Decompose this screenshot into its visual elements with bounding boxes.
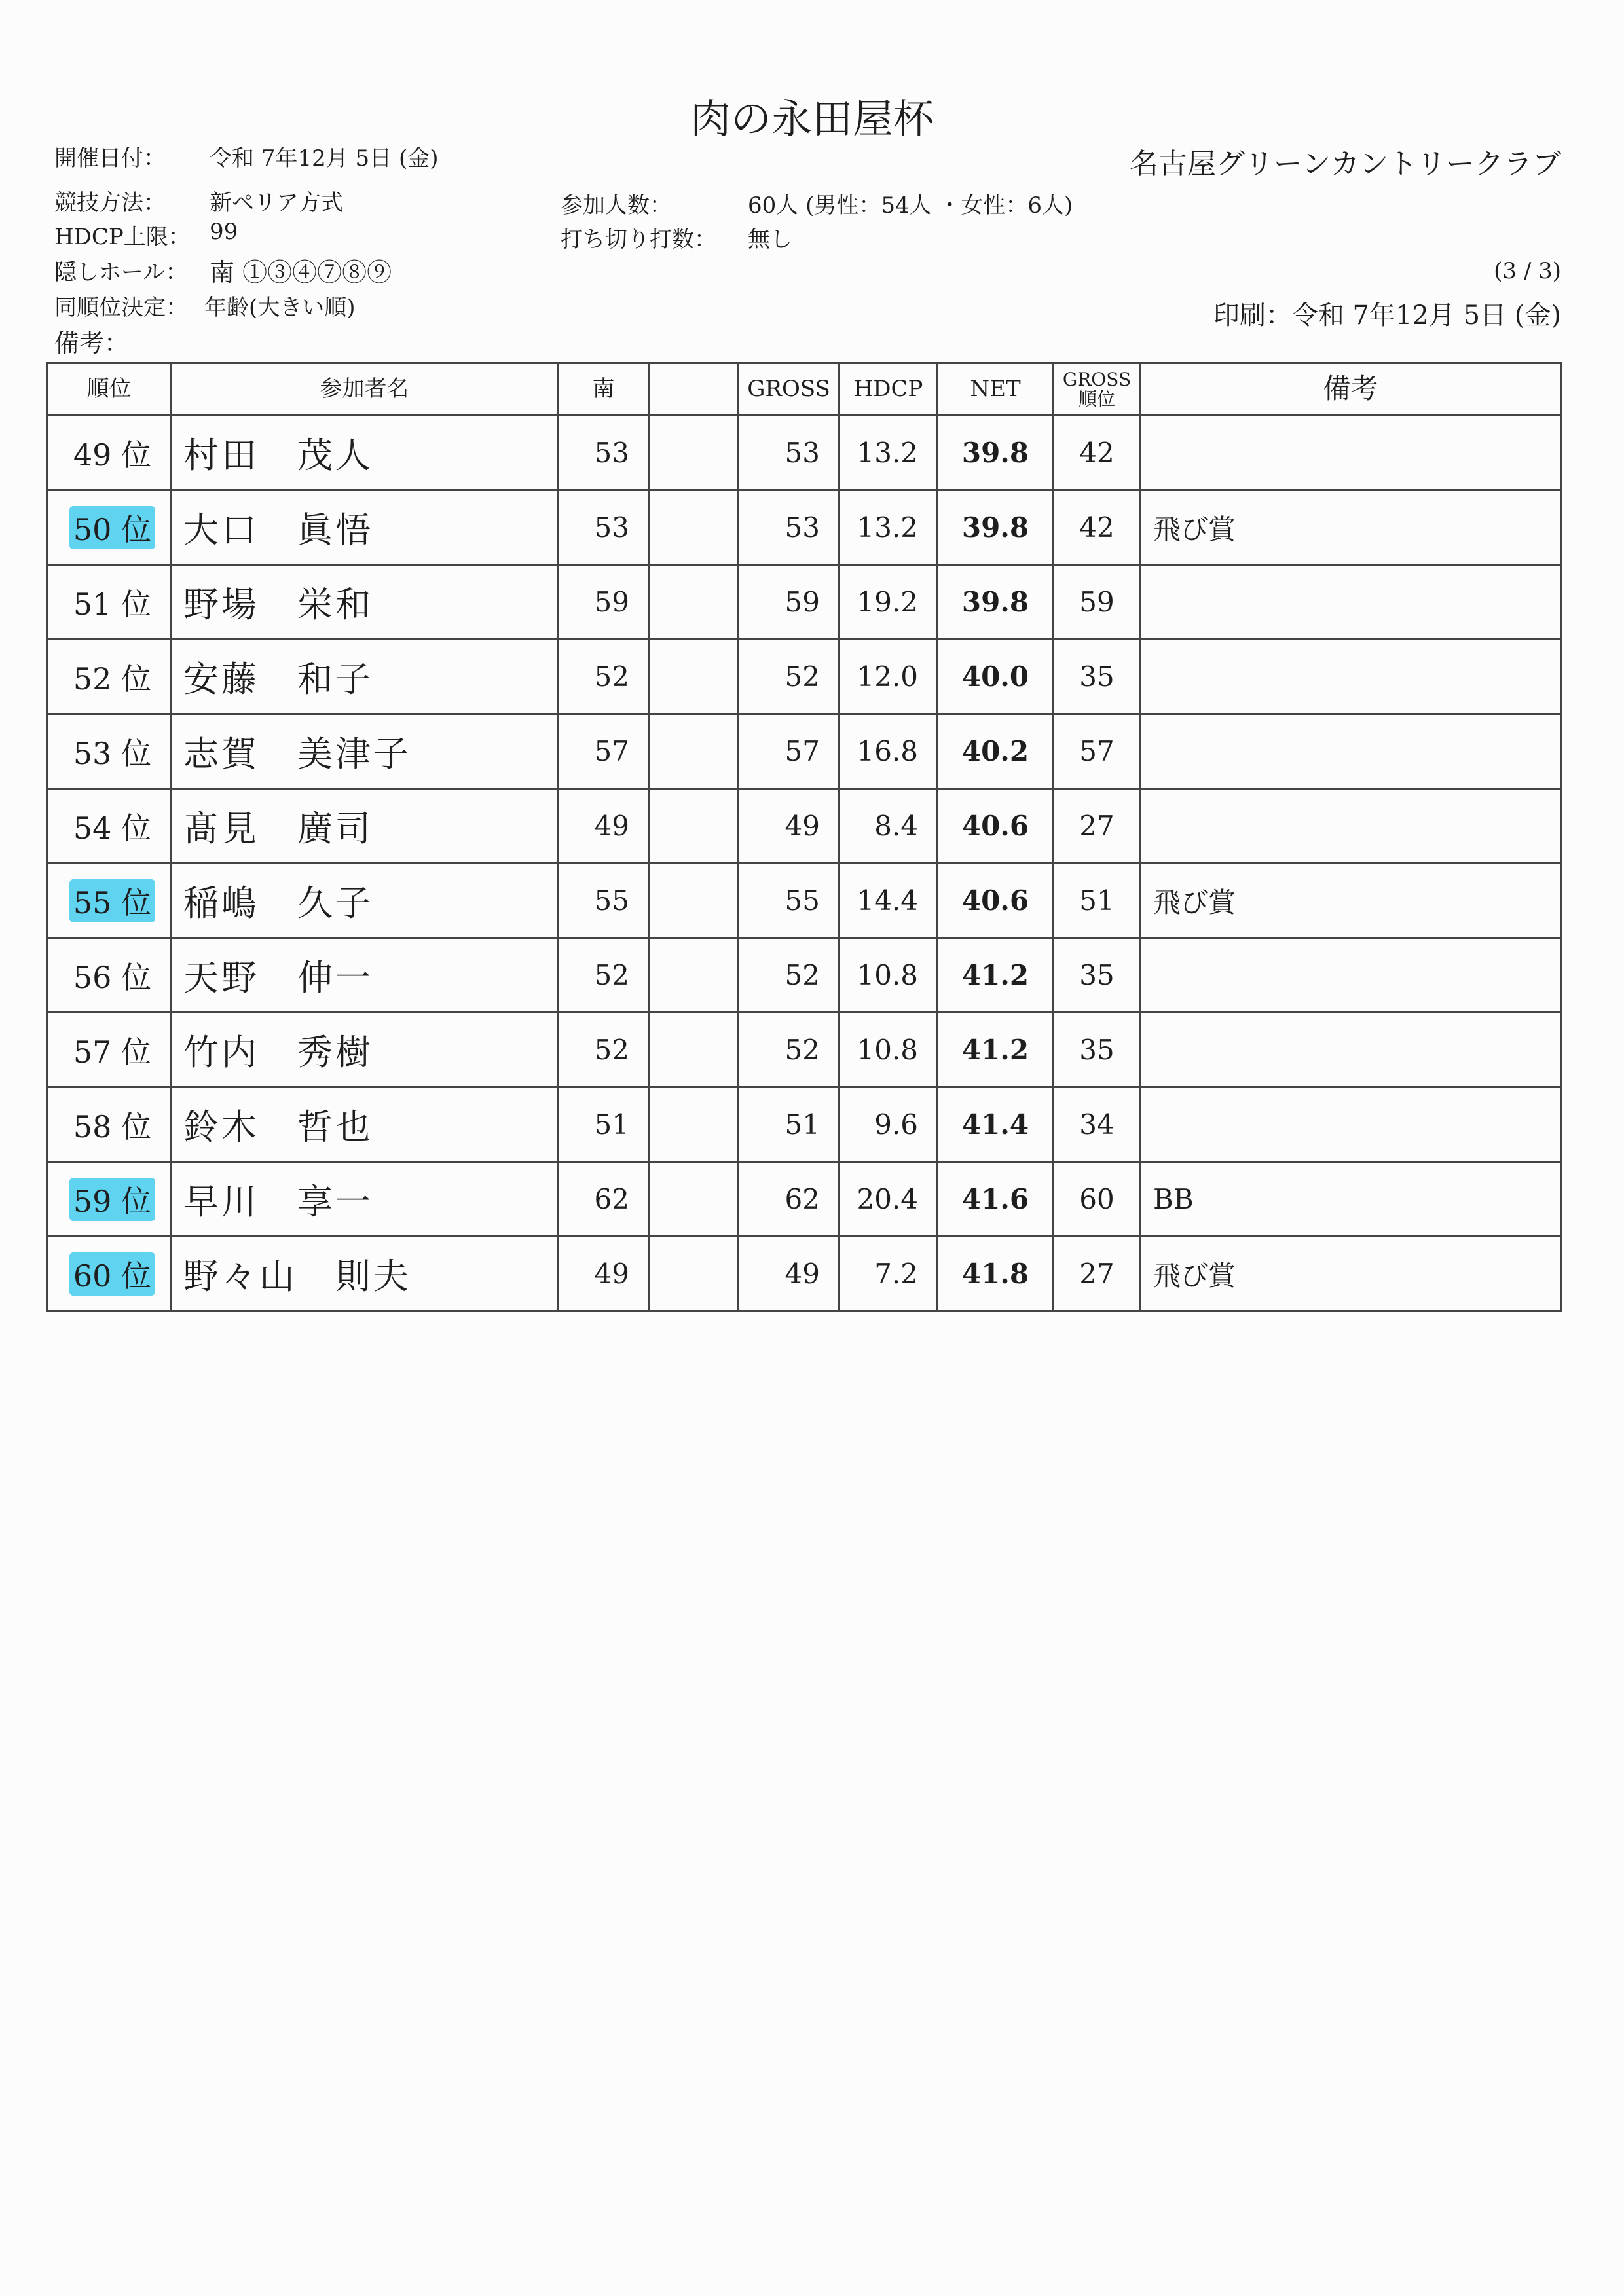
gross-rank: 35 — [1054, 640, 1141, 714]
gross-rank: 27 — [1054, 1237, 1141, 1311]
method-label: 競技方法： — [54, 190, 166, 216]
table-row — [48, 1162, 1561, 1237]
rank-text: 58 位 — [73, 1108, 151, 1144]
date-label: 開催日付： — [54, 145, 166, 172]
header-blank — [649, 363, 739, 416]
net-score: 39.8 — [938, 490, 1054, 565]
hdcp-value: 16.8 — [840, 714, 938, 789]
south-score: 53 — [559, 490, 649, 565]
gross-score: 62 — [739, 1162, 840, 1237]
hdcp-value: 12.0 — [840, 640, 938, 714]
gross-score: 52 — [739, 1013, 840, 1087]
rank-text: 51 位 — [73, 586, 151, 622]
participant-name: 村田 茂人 — [171, 416, 559, 490]
rank-cell — [48, 1237, 171, 1311]
gross-score: 49 — [739, 1237, 840, 1311]
participant-name: 早川 享一 — [171, 1162, 559, 1237]
rank-cell — [48, 714, 171, 789]
hdcp-value: 19.2 — [840, 565, 938, 640]
net-score: 41.8 — [938, 1237, 1054, 1311]
header-net: NET — [938, 363, 1054, 416]
header-rank: 順位 — [48, 363, 171, 416]
blank-cell — [649, 1013, 739, 1087]
rank-text: 57 位 — [73, 1034, 151, 1070]
participant-name: 大口 眞悟 — [171, 490, 559, 565]
participant-name: 志賀 美津子 — [171, 714, 559, 789]
rank-cell — [48, 1087, 171, 1162]
rank-cell — [48, 864, 171, 938]
rank-cell — [48, 490, 171, 565]
date-value: 令和 7年12月 5日 (金) — [210, 145, 439, 172]
south-score: 52 — [559, 938, 649, 1013]
south-score: 62 — [559, 1162, 649, 1237]
table-row — [48, 416, 1561, 490]
gross-rank: 34 — [1054, 1087, 1141, 1162]
note-cell — [1141, 565, 1561, 640]
gross-score: 57 — [739, 714, 840, 789]
blank-cell — [649, 864, 739, 938]
note-cell — [1141, 416, 1561, 490]
page-number: (3 / 3) — [1494, 258, 1561, 284]
table-row — [48, 490, 1561, 565]
cutoff-value: 無し — [748, 227, 792, 253]
blank-cell — [649, 1087, 739, 1162]
note-cell — [1141, 1013, 1561, 1087]
hdcp-limit-label: HDCP上限： — [54, 224, 191, 250]
south-score: 49 — [559, 789, 649, 864]
rank-text: 53 位 — [73, 735, 151, 771]
south-score: 59 — [559, 565, 649, 640]
table-row — [48, 864, 1561, 938]
net-score: 41.4 — [938, 1087, 1054, 1162]
tiebreak-value: 年齢(大きい順) — [204, 295, 356, 321]
participant-name: 野々山 則夫 — [171, 1237, 559, 1311]
note-cell: 飛び賞 — [1141, 490, 1561, 565]
note-cell — [1141, 640, 1561, 714]
net-score: 41.2 — [938, 938, 1054, 1013]
blank-cell — [649, 938, 739, 1013]
document-title: 肉の永田屋杯 — [690, 95, 934, 143]
hdcp-value: 8.4 — [840, 789, 938, 864]
rank-cell — [48, 1162, 171, 1237]
rank-text: 56 位 — [73, 959, 151, 995]
gross-rank: 42 — [1054, 416, 1141, 490]
gross-score: 52 — [739, 640, 840, 714]
south-score: 55 — [559, 864, 649, 938]
rank-text: 49 位 — [73, 437, 151, 473]
rank-cell — [48, 640, 171, 714]
gross-score: 59 — [739, 565, 840, 640]
table-row — [48, 1087, 1561, 1162]
hdcp-value: 10.8 — [840, 1013, 938, 1087]
note-cell — [1141, 938, 1561, 1013]
header-participant-name: 参加者名 — [171, 363, 559, 416]
table-row — [48, 565, 1561, 640]
table-row — [48, 714, 1561, 789]
highlighted-rank: 50 位 — [69, 506, 155, 549]
gross-rank: 60 — [1054, 1162, 1141, 1237]
table-row — [48, 1237, 1561, 1311]
south-score: 51 — [559, 1087, 649, 1162]
table-row — [48, 938, 1561, 1013]
net-score: 39.8 — [938, 416, 1054, 490]
header-south: 南 — [559, 363, 649, 416]
note-cell: 飛び賞 — [1141, 864, 1561, 938]
participants-label: 参加人数： — [561, 192, 672, 219]
participant-name: 鈴木 哲也 — [171, 1087, 559, 1162]
rank-cell — [48, 789, 171, 864]
header-hdcp: HDCP — [840, 363, 938, 416]
participants-value: 60人 (男性：54人 ・女性：6人) — [748, 192, 1073, 219]
blank-cell — [649, 714, 739, 789]
gross-score: 52 — [739, 938, 840, 1013]
rank-cell — [48, 565, 171, 640]
highlighted-rank: 55 位 — [69, 879, 155, 922]
net-score: 41.2 — [938, 1013, 1054, 1087]
hdcp-value: 20.4 — [840, 1162, 938, 1237]
blank-cell — [649, 789, 739, 864]
note-cell — [1141, 789, 1561, 864]
blank-cell — [649, 640, 739, 714]
notes-label: 備考： — [54, 329, 130, 357]
gross-score: 55 — [739, 864, 840, 938]
gross-rank: 51 — [1054, 864, 1141, 938]
header-notes: 備考 — [1141, 363, 1561, 416]
results-table — [46, 362, 1562, 1312]
gross-rank: 42 — [1054, 490, 1141, 565]
hdcp-value: 7.2 — [840, 1237, 938, 1311]
participant-name: 髙見 廣司 — [171, 789, 559, 864]
gross-score: 53 — [739, 416, 840, 490]
note-cell: BB — [1141, 1162, 1561, 1237]
print-date: 印刷：令和 7年12月 5日 (金) — [1213, 301, 1561, 331]
gross-score: 49 — [739, 789, 840, 864]
gross-rank: 35 — [1054, 938, 1141, 1013]
participant-name: 安藤 和子 — [171, 640, 559, 714]
table-row — [48, 789, 1561, 864]
blank-cell — [649, 1237, 739, 1311]
net-score: 40.0 — [938, 640, 1054, 714]
tiebreak-label: 同順位決定： — [54, 295, 188, 321]
participant-name: 野場 栄和 — [171, 565, 559, 640]
net-score: 39.8 — [938, 565, 1054, 640]
south-score: 52 — [559, 640, 649, 714]
table-row — [48, 640, 1561, 714]
header-gross: GROSS — [739, 363, 840, 416]
participant-name: 竹内 秀樹 — [171, 1013, 559, 1087]
blank-cell — [649, 565, 739, 640]
hdcp-value: 13.2 — [840, 490, 938, 565]
hdcp-value: 13.2 — [840, 416, 938, 490]
club-name: 名古屋グリーンカントリークラブ — [1129, 147, 1561, 181]
header-gross-rank: GROSS 順位 — [1054, 363, 1141, 416]
note-cell: 飛び賞 — [1141, 1237, 1561, 1311]
hdcp-value: 10.8 — [840, 938, 938, 1013]
hdcp-limit-value: 99 — [210, 219, 238, 245]
gross-rank: 35 — [1054, 1013, 1141, 1087]
south-score: 53 — [559, 416, 649, 490]
gross-rank: 57 — [1054, 714, 1141, 789]
blank-cell — [649, 1162, 739, 1237]
hdcp-value: 14.4 — [840, 864, 938, 938]
south-score: 52 — [559, 1013, 649, 1087]
gross-score: 53 — [739, 490, 840, 565]
hidden-holes-label: 隠しホール： — [54, 259, 188, 285]
hdcp-value: 9.6 — [840, 1087, 938, 1162]
south-score: 49 — [559, 1237, 649, 1311]
table-header-row — [48, 363, 1561, 416]
rank-cell — [48, 1013, 171, 1087]
method-value: 新ペリア方式 — [210, 190, 343, 216]
net-score: 40.2 — [938, 714, 1054, 789]
highlighted-rank: 59 位 — [69, 1178, 155, 1221]
rank-cell — [48, 416, 171, 490]
gross-rank: 27 — [1054, 789, 1141, 864]
rank-text: 52 位 — [73, 661, 151, 697]
cutoff-label: 打ち切り打数： — [561, 227, 716, 253]
net-score: 41.6 — [938, 1162, 1054, 1237]
note-cell — [1141, 1087, 1561, 1162]
gross-score: 51 — [739, 1087, 840, 1162]
rank-cell — [48, 938, 171, 1013]
participant-name: 稲嶋 久子 — [171, 864, 559, 938]
net-score: 40.6 — [938, 864, 1054, 938]
participant-name: 天野 伸一 — [171, 938, 559, 1013]
highlighted-rank: 60 位 — [69, 1252, 155, 1296]
blank-cell — [649, 490, 739, 565]
south-score: 57 — [559, 714, 649, 789]
note-cell — [1141, 714, 1561, 789]
rank-text: 54 位 — [73, 810, 151, 846]
gross-rank: 59 — [1054, 565, 1141, 640]
hidden-holes-value: 南 ①③④⑦⑧⑨ — [210, 258, 392, 287]
table-row — [48, 1013, 1561, 1087]
net-score: 40.6 — [938, 789, 1054, 864]
blank-cell — [649, 416, 739, 490]
